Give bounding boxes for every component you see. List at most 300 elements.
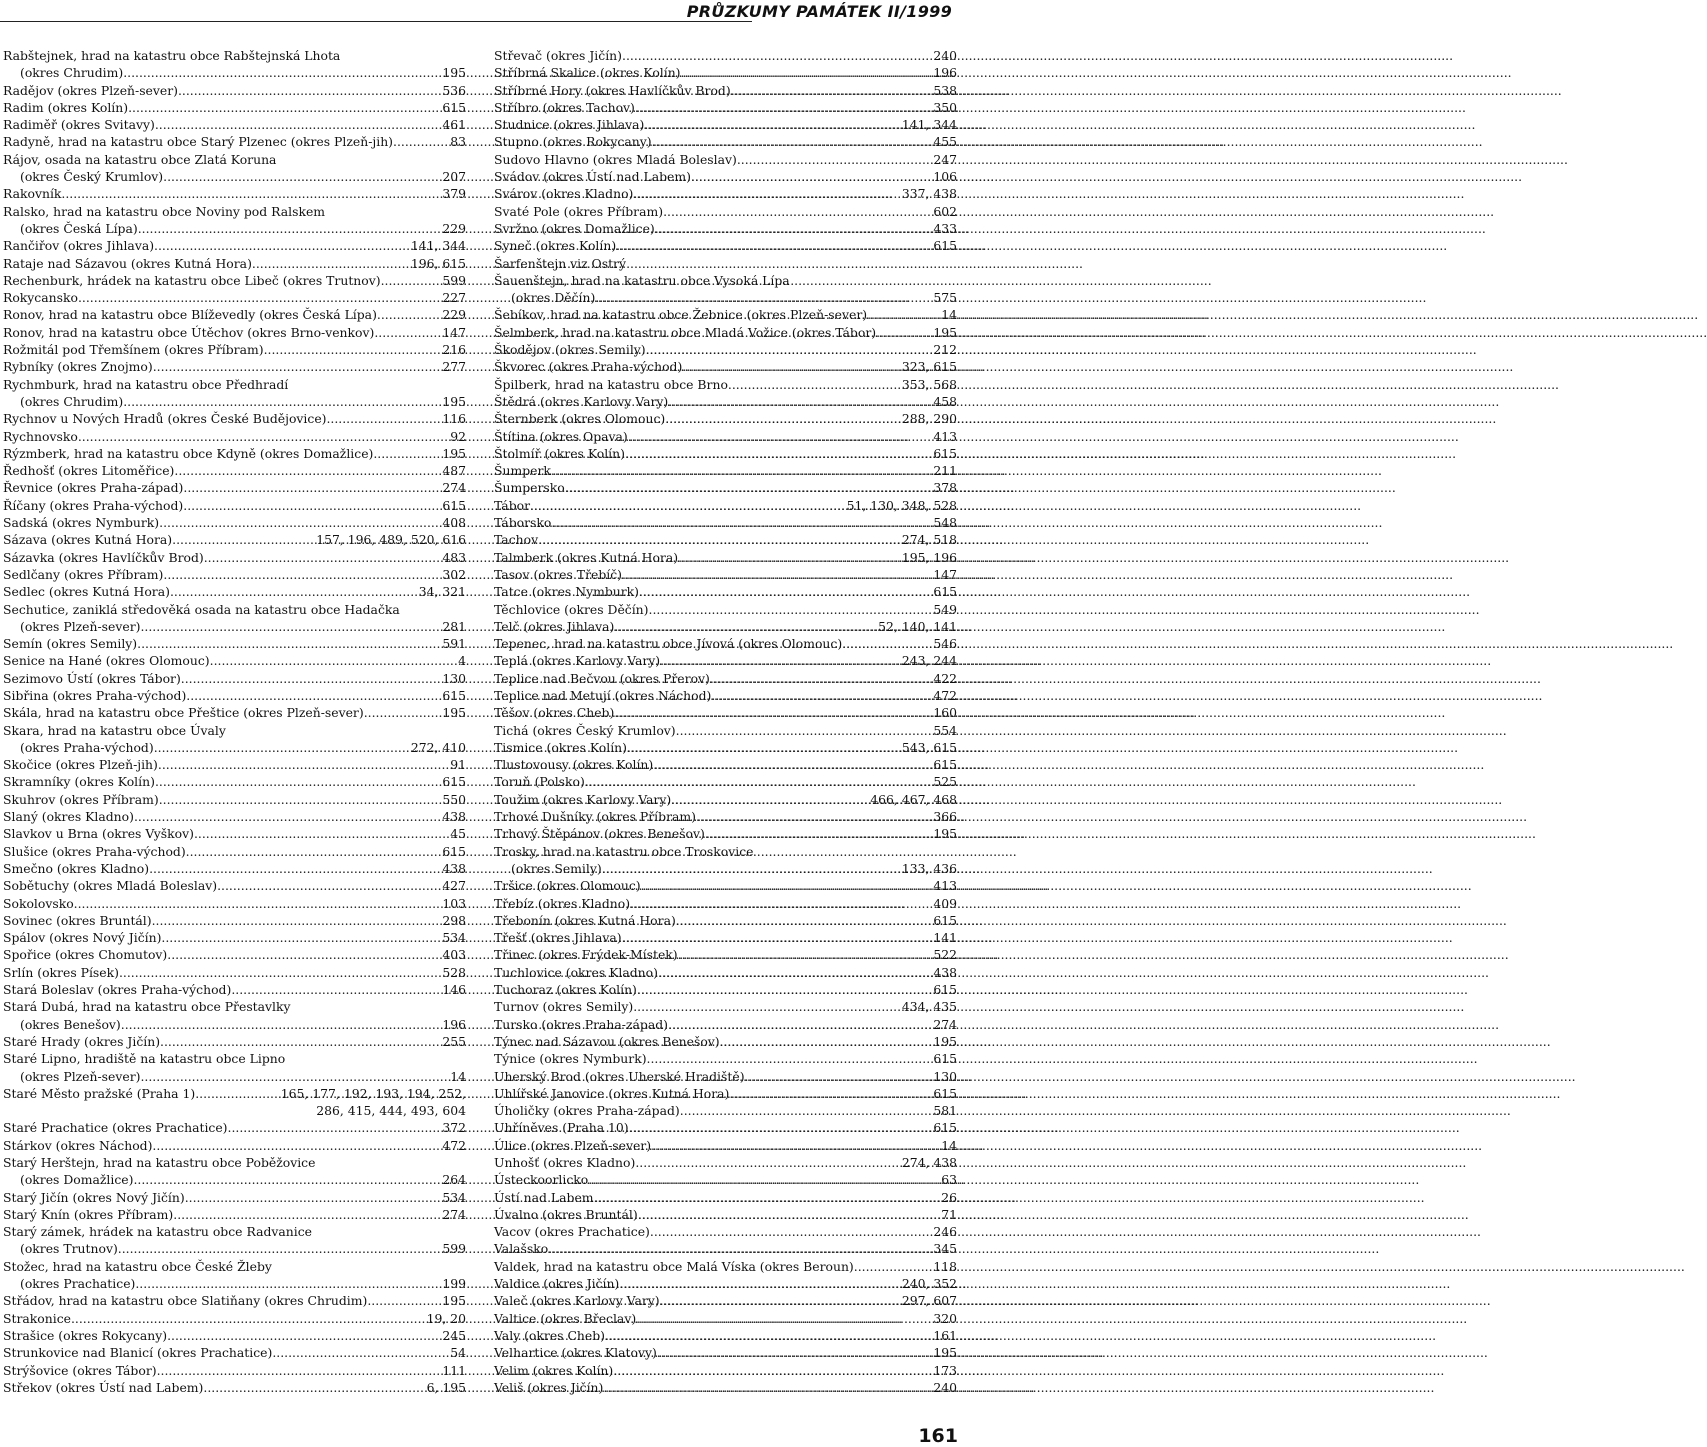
index-entry-line	[494, 981, 957, 998]
index-entry	[494, 635, 957, 652]
index-entry-line	[494, 1171, 957, 1188]
entry-pages: 320	[933, 1310, 957, 1326]
dot-leader	[638, 1206, 942, 1223]
index-entry-line	[494, 289, 957, 306]
entry-pages: 227	[442, 290, 466, 306]
dot-leader	[548, 1240, 933, 1257]
entry-text: Rybníky (okres Znojmo)	[3, 359, 153, 375]
dot-leader	[252, 255, 411, 272]
dot-leader	[204, 549, 443, 566]
index-entry-line	[3, 255, 466, 272]
entry-pages: 422	[933, 670, 957, 686]
index-entry-line	[494, 773, 957, 790]
index-entry-line	[494, 376, 957, 393]
dot-leader	[140, 618, 442, 635]
index-entry-line	[494, 306, 957, 323]
index-entry	[3, 306, 466, 323]
index-entry-line	[3, 428, 466, 445]
index-entry	[3, 1379, 466, 1396]
entry-pages: 274, 518	[901, 532, 957, 548]
entry-text: Slavkov u Brna (okres Vyškov)	[3, 826, 194, 842]
index-entry	[494, 1016, 957, 1033]
index-entry	[494, 722, 957, 739]
dot-leader	[668, 393, 933, 410]
entry-pages: 240	[933, 1379, 957, 1395]
index-entry-line	[494, 185, 957, 202]
entry-text: Valeč (okres Karlovy Vary)	[494, 1293, 660, 1309]
index-entry-line	[3, 635, 466, 652]
index-entry-line	[494, 670, 957, 687]
index-entry-line	[494, 531, 957, 548]
entry-pages: 366	[933, 809, 957, 825]
dot-leader	[128, 99, 442, 116]
index-entry-line	[3, 497, 466, 514]
index-entry-line	[3, 756, 466, 773]
entry-pages: 372	[442, 1120, 466, 1136]
dot-leader	[622, 47, 933, 64]
index-entry	[494, 739, 957, 756]
entry-pages: 350	[933, 99, 957, 115]
entry-pages: 274	[442, 480, 466, 496]
index-entry	[494, 376, 957, 393]
entry-text: Střevač (okres Jičín)	[494, 48, 622, 63]
index-entry-line	[3, 1154, 466, 1171]
entry-pages: 146	[442, 982, 466, 998]
index-entry	[3, 704, 466, 721]
index-entry-line	[3, 843, 466, 860]
index-entry	[3, 791, 466, 808]
entry-text: Valdek, hrad na katastru obce Malá Víska (okres Beroun)	[494, 1258, 854, 1274]
index-entry	[3, 514, 466, 531]
entry-text: Sobětuchy (okres Mladá Boleslav)	[3, 878, 218, 894]
index-entry	[3, 652, 466, 669]
dot-leader	[374, 324, 442, 341]
dot-leader	[377, 306, 442, 323]
index-entry-line	[494, 99, 957, 116]
entry-text: Šelmberk, hrad na katastru obce Mladá Vožice (okres Tábor)	[494, 324, 877, 340]
index-entry-line	[3, 704, 466, 721]
index-entry	[3, 825, 466, 842]
entry-pages: 147	[933, 566, 957, 582]
entry-pages: 615	[933, 1051, 957, 1067]
index-entry-line	[3, 739, 466, 756]
index-entry-line	[3, 479, 466, 496]
entry-pages: 207	[442, 169, 466, 185]
dot-leader	[651, 1137, 941, 1154]
entry-pages: 274	[933, 1016, 957, 1032]
dot-leader	[671, 791, 870, 808]
entry-text: Rychnov u Nových Hradů (okres České Budějovice)	[3, 411, 327, 427]
index-entry-line	[494, 116, 957, 133]
entry-pages: 141	[933, 930, 957, 946]
index-entry	[494, 1310, 957, 1327]
index-entry	[494, 462, 957, 479]
index-entry-line	[494, 47, 957, 64]
index-entry-line	[3, 1068, 466, 1085]
entry-text: Strašice (okres Rokycany)	[3, 1327, 168, 1343]
index-entry	[494, 791, 957, 808]
dot-leader	[678, 946, 934, 963]
entry-pages: 106	[933, 169, 957, 185]
entry-text: Starý Knín (okres Příbram)	[3, 1206, 174, 1222]
index-entry	[494, 99, 957, 116]
dot-leader	[628, 428, 934, 445]
entry-pages: 195	[933, 826, 957, 842]
index-entry-line	[494, 358, 957, 375]
dot-leader	[160, 1033, 442, 1050]
index-entry-line	[3, 549, 466, 566]
entry-pages: 615	[933, 584, 957, 600]
dot-leader	[603, 1379, 933, 1396]
dot-leader	[720, 1033, 934, 1050]
running-header	[0, 0, 952, 28]
entry-text: Rýzmberk, hrad na katastru obce Kdyně (okres Domažlice)	[3, 445, 374, 461]
index-entry-line	[3, 237, 466, 254]
index-entry-line	[3, 877, 466, 894]
index-entry-line	[3, 946, 466, 963]
entry-text: Starý Jičín (okres Nový Jičín)	[3, 1189, 185, 1205]
index-entry-line	[3, 82, 466, 99]
dot-leader	[639, 583, 933, 600]
index-entry-line	[494, 1119, 957, 1136]
entry-text: (okres Chrudim)	[20, 65, 124, 81]
entry-text: Valdice (okres Jičín)	[494, 1276, 620, 1292]
index-entry-line	[494, 1102, 957, 1119]
index-entry-line	[494, 652, 957, 669]
index-entry	[3, 1119, 466, 1136]
entry-pages: 51, 130, 348, 528	[846, 497, 957, 513]
index-entry-line	[494, 497, 957, 514]
index-entry-line	[3, 895, 466, 912]
dot-leader	[630, 895, 933, 912]
dot-leader	[731, 82, 934, 99]
entry-text: Sokolovsko	[3, 895, 74, 911]
index-entry	[3, 255, 466, 272]
dot-leader	[186, 843, 443, 860]
index-entry-line	[3, 1085, 466, 1102]
entry-pages: 288, 290	[901, 411, 957, 427]
entry-text: Rančiřov (okres Jihlava)	[3, 238, 155, 254]
index-entry-line	[494, 1327, 957, 1344]
index-entry	[3, 808, 466, 825]
index-entry	[3, 272, 466, 289]
dot-leader	[152, 912, 443, 929]
entry-text: Tismice (okres Kolín)	[494, 739, 627, 755]
entry-text: Uhlířské Janovice (okres Kutná Hora)	[494, 1085, 730, 1101]
entry-text: Stárkov (okres Náchod)	[3, 1137, 153, 1153]
dot-leader	[157, 1362, 443, 1379]
entry-text: Smečno (okres Kladno)	[3, 860, 150, 876]
index-entry	[494, 618, 957, 635]
entry-pages: 434, 435	[901, 999, 957, 1015]
entry-pages: 199	[442, 1276, 466, 1292]
entry-pages: 277	[442, 359, 466, 375]
dot-leader	[272, 1344, 450, 1361]
index-entry	[3, 531, 466, 548]
entry-pages: 196	[442, 1016, 466, 1032]
index-entry	[3, 635, 466, 652]
entry-pages: 522	[933, 947, 957, 963]
index-entry-line	[494, 1292, 957, 1309]
entry-text: Sezimovo Ústí (okres Tábor)	[3, 670, 181, 686]
dot-leader	[138, 220, 443, 237]
entry-text: Sibřina (okres Praha-východ)	[3, 687, 187, 703]
dot-leader	[691, 168, 933, 185]
index-entry	[3, 1206, 466, 1223]
entry-pages: 549	[933, 601, 957, 617]
index-entry-line	[494, 168, 957, 185]
entry-text: Říčany (okres Praha-východ)	[3, 497, 184, 513]
index-entry-line	[494, 998, 957, 1015]
index-entry	[494, 1050, 957, 1067]
entry-pages: 602	[933, 203, 957, 219]
entry-pages: 409	[933, 895, 957, 911]
entry-text: Škvorec (okres Praha-východ)	[494, 359, 683, 375]
entry-text: Strýšovice (okres Tábor)	[3, 1362, 157, 1378]
dot-leader	[614, 704, 933, 721]
index-entry-line	[494, 479, 957, 496]
entry-text: Tuchoraz (okres Kolín)	[494, 982, 637, 998]
entry-text: Staré Prachatice (okres Prachatice)	[3, 1120, 228, 1136]
index-entry-line	[494, 825, 957, 842]
dot-leader	[135, 1275, 442, 1292]
entry-pages: 550	[442, 791, 466, 807]
entry-pages: 165, 177, 192, 193, 194, 252,	[280, 1085, 466, 1101]
entry-text: Šumperk	[494, 463, 551, 479]
index-entry-line	[3, 133, 466, 150]
dot-leader	[676, 912, 934, 929]
entry-text: Rychnovsko	[3, 428, 78, 444]
entry-text: Spořice (okres Chomutov)	[3, 947, 168, 963]
dot-leader	[178, 82, 442, 99]
entry-pages: 599	[442, 1241, 466, 1257]
index-entry	[494, 1137, 957, 1154]
dot-leader	[652, 133, 934, 150]
index-entry-line	[3, 393, 466, 410]
index-entry	[3, 1050, 466, 1085]
entry-text: Velhartice (okres Klatovy)	[494, 1345, 657, 1361]
index-entry	[3, 410, 466, 427]
dot-leader	[595, 289, 933, 306]
entry-text: Ředhošť (okres Litoměřice)	[3, 463, 175, 479]
index-entry	[494, 756, 957, 773]
index-entry	[3, 929, 466, 946]
entry-pages: 548	[933, 515, 957, 531]
dot-leader	[364, 704, 443, 721]
entry-pages: 536	[442, 82, 466, 98]
index-entry	[3, 341, 466, 358]
index-entry-line	[3, 1102, 466, 1119]
dot-leader	[217, 877, 442, 894]
index-entry	[494, 825, 957, 842]
index-entry	[3, 133, 466, 150]
entry-pages: 615	[442, 687, 466, 703]
dot-leader	[622, 566, 933, 583]
entry-text: (okres Prachatice)	[20, 1276, 136, 1292]
dot-leader	[186, 687, 442, 704]
index-entry-line	[3, 514, 466, 531]
index-entry-line	[3, 1344, 466, 1361]
index-entry	[3, 99, 466, 116]
index-entry-line	[3, 1050, 466, 1067]
index-entry-line	[494, 566, 957, 583]
index-entry-line	[3, 652, 466, 669]
index-entry	[494, 168, 957, 185]
entry-text: Valašsko	[494, 1241, 549, 1257]
entry-text: Rataje nad Sázavou (okres Kutná Hora)	[3, 255, 252, 271]
dot-leader	[696, 808, 933, 825]
index-entry-line	[3, 116, 466, 133]
index-entry	[494, 670, 957, 687]
entry-text: Střekov (okres Ústí nad Labem)	[3, 1379, 204, 1395]
entry-text: Úholičky (okres Praha-západ)	[494, 1103, 680, 1119]
entry-pages: 19, 20	[426, 1310, 466, 1326]
dot-leader	[711, 687, 933, 704]
entry-pages: 245	[442, 1327, 466, 1343]
entry-pages: 247	[933, 151, 957, 167]
entry-text: Semín (okres Semily)	[3, 636, 138, 652]
dot-leader	[393, 133, 450, 150]
index-entry-line	[494, 722, 957, 739]
index-entry-line	[3, 1223, 466, 1240]
entry-pages: 281	[442, 618, 466, 634]
entry-text: Tursko (okres Praha-západ)	[494, 1016, 668, 1032]
dot-leader	[381, 272, 443, 289]
entry-text: Valy (okres Cheb)	[494, 1327, 606, 1343]
index-entry	[3, 324, 466, 341]
entry-text: Valtice (okres Břeclav)	[494, 1310, 637, 1326]
index-entry	[494, 1102, 957, 1119]
index-entry-line	[494, 1275, 957, 1292]
index-entry	[3, 82, 466, 99]
entry-text: Stará Dubá, hrad na katastru obce Přestavlky	[3, 999, 291, 1015]
entry-text: Sedlčany (okres Příbram)	[3, 566, 164, 582]
entry-pages: 34, 321	[418, 584, 466, 600]
index-entry-line	[494, 1050, 957, 1067]
index-entry	[3, 773, 466, 790]
index-entry	[494, 843, 957, 878]
entry-pages: 196, 615	[410, 255, 466, 271]
entry-pages: 26	[941, 1189, 957, 1205]
index-entry	[3, 47, 466, 82]
dot-leader	[585, 773, 934, 790]
entry-text: Rechenburk, hrádek na katastru obce Libeč (okres Trutnov)	[3, 272, 381, 288]
index-entry	[494, 1362, 957, 1379]
entry-pages: 195	[442, 393, 466, 409]
entry-text: Těchlovice (okres Děčín)	[494, 601, 649, 617]
entry-text: Těšov (okres Cheb)	[494, 705, 615, 721]
index-entry-line	[3, 1379, 466, 1396]
index-entry-line	[3, 410, 466, 427]
entry-text: Třešť (okres Jihlava)	[494, 930, 622, 946]
entry-pages: 581	[933, 1103, 957, 1119]
index-entry-line	[3, 981, 466, 998]
journal-title: PRŮZKUMY PAMÁTEK II/1999	[686, 2, 952, 21]
index-entry	[3, 722, 466, 757]
index-entry-line	[3, 791, 466, 808]
index-entry-line	[3, 220, 466, 237]
entry-pages: 4	[458, 653, 466, 669]
entry-pages: 130	[933, 1068, 957, 1084]
index-entry	[3, 1154, 466, 1189]
entry-text: Sovinec (okres Bruntál)	[3, 912, 152, 928]
dot-leader	[602, 860, 902, 877]
entry-text: Špilberk, hrad na katastru obce Brno	[494, 376, 728, 392]
index-entry-line	[3, 670, 466, 687]
entry-text: Rožmitál pod Třemšínem (okres Příbram)	[3, 342, 264, 358]
entry-text: Rakovník	[3, 186, 62, 202]
index-entry	[494, 514, 957, 531]
index-entry-line	[494, 1223, 957, 1240]
dot-leader	[647, 1050, 934, 1067]
entry-pages: 54	[450, 1345, 466, 1361]
dot-leader	[121, 1016, 443, 1033]
entry-pages: 118	[933, 1258, 957, 1274]
index-entry-line	[494, 428, 957, 445]
dot-leader	[635, 1154, 902, 1171]
index-entry-line	[3, 1137, 466, 1154]
index-entry-line	[3, 531, 466, 548]
entry-text: Třinec (okres Frýdek-Místek)	[494, 947, 678, 963]
index-entry-line	[3, 1016, 466, 1033]
index-entry-line	[3, 1033, 466, 1050]
entry-text: Trhový Štěpánov (okres Benešov)	[494, 826, 705, 842]
entry-text: Radějov (okres Plzeň-sever)	[3, 82, 178, 98]
entry-text: Senice na Hané (okres Olomouc)	[3, 653, 210, 669]
dot-leader	[551, 514, 933, 531]
entry-pages: 195	[442, 1293, 466, 1309]
index-entry-line	[3, 618, 466, 635]
entry-text: Střádov, hrad na katastru obce Slatiňany (okres Chrudim)	[3, 1293, 368, 1309]
entry-text: Rokycansko	[3, 290, 78, 306]
dot-leader	[594, 1189, 942, 1206]
index-entry	[494, 203, 957, 220]
index-entry	[3, 860, 466, 877]
index-entry	[494, 64, 957, 81]
index-entry	[494, 1206, 957, 1223]
index-entry-line	[494, 1258, 957, 1275]
index-entry	[494, 1189, 957, 1206]
dot-leader	[74, 895, 443, 912]
index-entry-line	[3, 341, 466, 358]
entry-pages: 615	[442, 774, 466, 790]
dot-leader	[133, 1171, 442, 1188]
index-entry-line	[3, 929, 466, 946]
index-entry	[494, 255, 957, 272]
index-entry	[3, 479, 466, 496]
dot-leader	[565, 479, 934, 496]
index-entry	[494, 929, 957, 946]
entry-pages: 379	[442, 186, 466, 202]
index-entry	[494, 133, 957, 150]
index-entry-line	[494, 1154, 957, 1171]
dot-leader	[616, 237, 933, 254]
entry-text: Staré Lipno, hradiště na katastru obce Lipno	[3, 1051, 286, 1067]
dot-leader	[161, 929, 442, 946]
index-entry-line	[494, 1085, 957, 1102]
index-entry-line	[494, 1310, 957, 1327]
index-entry-line	[494, 393, 957, 410]
index-entry	[494, 151, 957, 168]
entry-text: Tepenec, hrad na katastru obce Jívová (okres Olomouc)	[494, 636, 843, 652]
entry-text: Sudovo Hlavno (okres Mladá Boleslav)	[494, 151, 737, 167]
index-entry	[494, 704, 957, 721]
entry-text: Ronov, hrad na katastru obce Útěchov (okres Brno-venkov)	[3, 324, 375, 340]
dot-leader	[680, 1102, 934, 1119]
entry-pages: 195, 196	[901, 549, 957, 565]
index-entry-line	[3, 1292, 466, 1309]
index-entry	[3, 912, 466, 929]
